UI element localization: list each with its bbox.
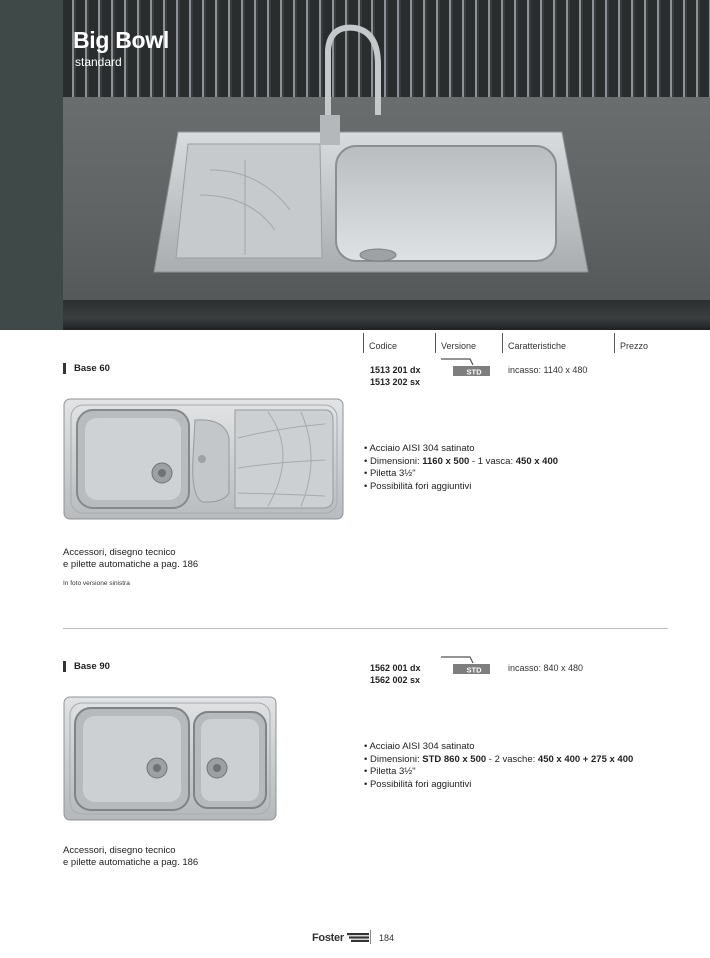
feature-dimensions: • Dimensioni: 1160 x 500 - 1 vasca: 450 x 400	[364, 456, 558, 469]
std-version-icon	[440, 357, 492, 377]
base-label: Base 60	[63, 363, 110, 374]
page-number: 184	[379, 933, 395, 943]
column-header-price: Prezzo	[614, 333, 670, 353]
countertop-edge	[63, 300, 710, 330]
accessories-note: Accessori, disegno tecnico e pilette automatiche a pag. 186	[63, 845, 199, 868]
feature-dimensions: • Dimensioni: STD 860 x 500 - 2 vasche: 450 x 400 + 275 x 400	[364, 754, 633, 767]
feature-list	[364, 741, 633, 791]
product-image-base-60	[63, 398, 344, 520]
std-version-icon	[440, 655, 492, 675]
accessories-note: Accessori, disegno tecnico e pilette automatiche a pag. 186	[63, 547, 199, 570]
product-code: 1562 002 sx	[370, 675, 421, 685]
column-header-code: Codice	[363, 333, 435, 353]
base-label: Base 90	[63, 661, 110, 672]
page-subtitle: standard	[75, 55, 122, 69]
footer-separator	[370, 930, 371, 944]
photo-note: In foto versione sinistra	[63, 580, 130, 587]
cutout-dimensions: incasso: 840 x 480	[508, 663, 584, 673]
column-header-features: Caratteristiche	[502, 333, 613, 353]
page-title: Big Bowl	[73, 27, 169, 53]
feature-holes: • Possibilità fori aggiuntivi	[364, 481, 558, 494]
brand-stripes-icon	[347, 933, 369, 942]
feature-holes: • Possibilità fori aggiuntivi	[364, 779, 633, 792]
product-code: 1513 202 sx	[370, 377, 421, 387]
feature-list	[364, 443, 558, 493]
product-image-base-90	[63, 696, 277, 821]
product-code: 1562 001 dx	[370, 663, 421, 673]
brand-logo: Foster	[312, 932, 369, 944]
feature-drain: • Piletta 3½"	[364, 468, 558, 481]
feature-material: • Acciaio AISI 304 satinato	[364, 741, 633, 754]
feature-drain: • Piletta 3½"	[364, 766, 633, 779]
cutout-dimensions: incasso: 1140 x 480	[508, 365, 588, 375]
product-code: 1513 201 dx	[370, 365, 421, 375]
feature-material: • Acciaio AISI 304 satinato	[364, 443, 558, 456]
section-divider	[63, 628, 668, 629]
hero-sink-photo	[150, 20, 600, 280]
column-header-version: Versione	[435, 333, 503, 353]
std-badge: STD	[466, 367, 482, 377]
std-badge: STD	[466, 665, 482, 675]
